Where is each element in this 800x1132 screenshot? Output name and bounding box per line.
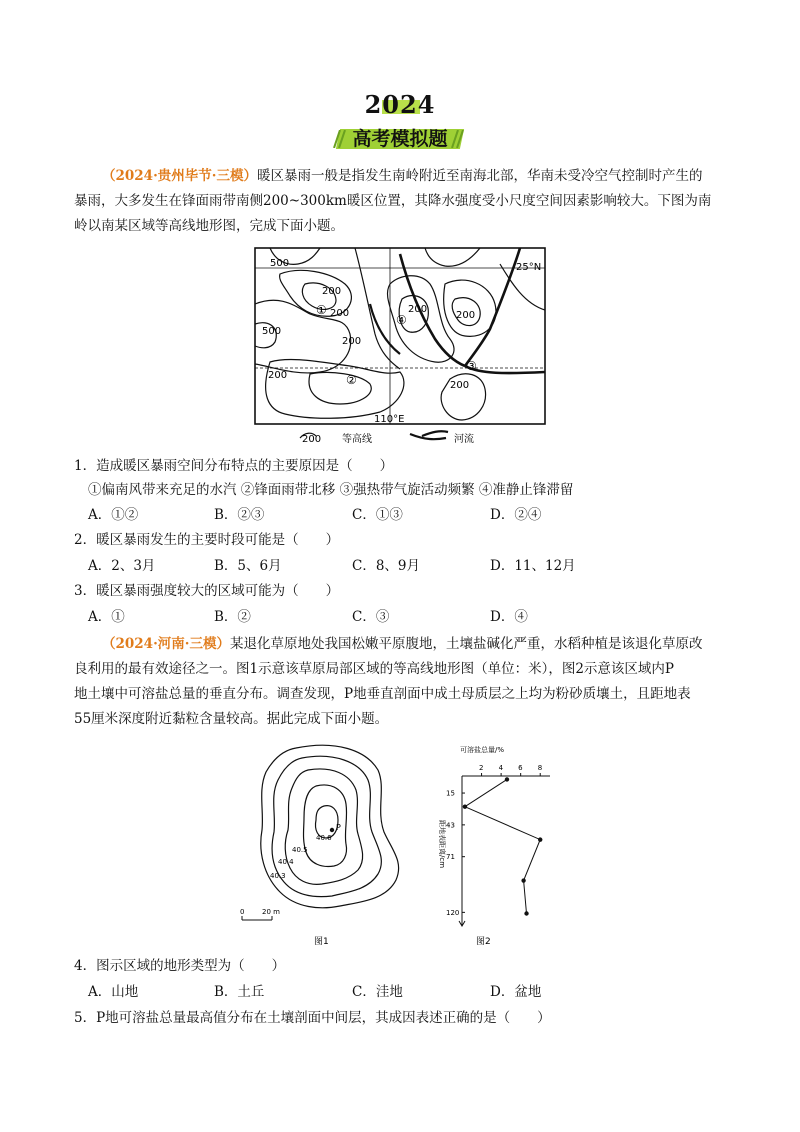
legend-contour-label: 等高线 [342, 434, 372, 445]
chart-xlabel: 可溶盐总量/% [460, 746, 505, 754]
contour-label-200-e: 200 [456, 310, 476, 321]
q3-option-a[interactable]: A．① [88, 609, 125, 625]
data-point-1 [463, 804, 467, 808]
question-1-items: ①偏南风带来充足的水汽 ②锋面雨带北移 ③强热带气旋活动频繁 ④准静止锋滞留 [88, 482, 574, 498]
contour-label-200-g: 200 [342, 336, 362, 347]
data-point-3 [521, 878, 525, 882]
passage-1-line-1: （2024·贵州毕节·三模）暖区暴雨一般是指发生南岭附近至南海北部，华南未受冷空气控制时产生的 [102, 168, 703, 184]
contour-label-200-f: 200 [450, 380, 470, 391]
q3-option-c[interactable]: C．③ [352, 609, 390, 625]
contour-map-1 [250, 244, 550, 446]
passage-1-line-2: 暴雨，大多发生在锋面雨带南侧200~300km暖区位置，其降水强度受小尺度空间因素影响较大。下图为南 [74, 193, 712, 209]
q1-option-b[interactable]: B．②③ [214, 507, 265, 523]
passage-1-line-3: 岭以南某区域等高线地形图，完成下面小题。 [74, 218, 344, 234]
source-tag-1: （2024·贵州毕节·三模） [102, 168, 257, 184]
source-tag-2: （2024·河南·三模） [102, 636, 230, 652]
salt-profile-chart [420, 740, 560, 950]
contour-label-200-a: 200 [322, 286, 342, 297]
q1-option-a[interactable]: A．①② [88, 507, 139, 523]
page-year: 2024 [364, 90, 436, 119]
q4-option-a[interactable]: A．山地 [88, 984, 139, 1000]
question-4-stem: 4．图示区域的地形类型为（ ） [74, 958, 286, 974]
q2-option-a[interactable]: A．2、3月 [88, 558, 156, 574]
q4-option-c[interactable]: C．洼地 [352, 984, 403, 1000]
longitude-label: 110°E [374, 414, 405, 425]
contour-label-200-d: 200 [408, 304, 428, 315]
passage-2-line-1: （2024·河南·三模）某退化草原地处我国松嫩平原腹地，土壤盐碱化严重，水稻种植是该退化草原改 [102, 636, 703, 652]
passage-2 [74, 632, 724, 732]
legend-contour-value: 200 [302, 434, 322, 445]
q2-option-c[interactable]: C．8、9月 [352, 558, 421, 574]
chart-ylabel: 距地表距离/cm [438, 820, 446, 869]
passage-2-line-3: 地土壤中可溶盐总量的垂直分布。调查发现，P地垂直剖面中成土母质层之上均为粉砂质壤土，且距地表 [74, 686, 691, 702]
contour-403-label: 40.3 [270, 872, 286, 880]
passage-2-line-4: 55厘米深度附近黏粒含量较高。据此完成下面小题。 [74, 711, 389, 727]
marker-4: ④ [396, 313, 407, 327]
y-tick-label-120: 120 [446, 908, 460, 917]
marker-3: ③ [466, 359, 477, 373]
passage-1 [74, 164, 724, 239]
legend-river-symbol [410, 431, 448, 439]
contour-figure-1 [236, 740, 416, 950]
question-5-stem: 5．P地可溶盐总量最高值分布在土壤剖面中间层，其成因表述正确的是（ ） [74, 1010, 551, 1026]
q3-option-d[interactable]: D．④ [490, 609, 528, 625]
q1-option-c[interactable]: C．①③ [352, 507, 403, 523]
data-point-4 [524, 911, 528, 915]
q3-option-b[interactable]: B．② [214, 609, 251, 625]
x-tick-label-2: 2 [479, 764, 484, 772]
marker-1: ① [316, 303, 327, 317]
contour-405-label: 40.5 [292, 846, 308, 854]
y-tick-label-15: 15 [446, 789, 455, 798]
question-3-stem: 3．暖区暴雨强度较大的区域可能为（ ） [74, 583, 340, 599]
passage-2-line-2: 良利用的最有效途径之一。图1示意该草原局部区域的等高线地形图（单位：米），图2示意该区域内P [74, 661, 675, 677]
question-2-stem: 2．暖区暴雨发生的主要时段可能是（ ） [74, 532, 340, 548]
contour-406-label: 40.6 [316, 834, 332, 842]
contour-label-500-b: 500 [262, 326, 282, 337]
section-banner [338, 126, 462, 152]
scale-20m: 20 m [262, 908, 280, 916]
q4-option-b[interactable]: B．土丘 [214, 984, 265, 1000]
contour-label-200-b: 200 [330, 308, 350, 319]
x-tick-label-8: 8 [537, 764, 543, 772]
series-line-0 [465, 779, 540, 913]
marker-2: ② [346, 373, 357, 387]
y-tick-label-43: 43 [446, 821, 455, 830]
x-tick-label-6: 6 [518, 764, 523, 772]
q4-option-d[interactable]: D．盆地 [490, 984, 542, 1000]
data-point-0 [505, 777, 509, 781]
latitude-label: 25°N [516, 262, 542, 273]
question-1-stem: 1．造成暖区暴雨空间分布特点的主要原因是（ ） [74, 458, 394, 474]
q1-option-d[interactable]: D．②④ [490, 507, 542, 523]
y-tick-label-71: 71 [446, 853, 455, 862]
contour-label-200-c: 200 [268, 370, 288, 381]
contour-label-500-a: 500 [270, 258, 290, 269]
point-p-dot [330, 828, 334, 832]
q2-option-b[interactable]: B．5、6月 [214, 558, 282, 574]
data-point-2 [538, 837, 542, 841]
point-p-label: P [336, 823, 341, 832]
contour-404-label: 40.4 [278, 858, 294, 866]
x-tick-label-4: 4 [498, 764, 504, 772]
q2-option-d[interactable]: D．11、12月 [490, 558, 576, 574]
legend-river-label: 河流 [454, 434, 474, 445]
scale-zero: 0 [240, 908, 245, 916]
banner-title: 高考模拟题 [352, 128, 448, 150]
figure-1-caption: 图1 [314, 937, 329, 947]
figure-2-caption: 图2 [476, 937, 491, 947]
